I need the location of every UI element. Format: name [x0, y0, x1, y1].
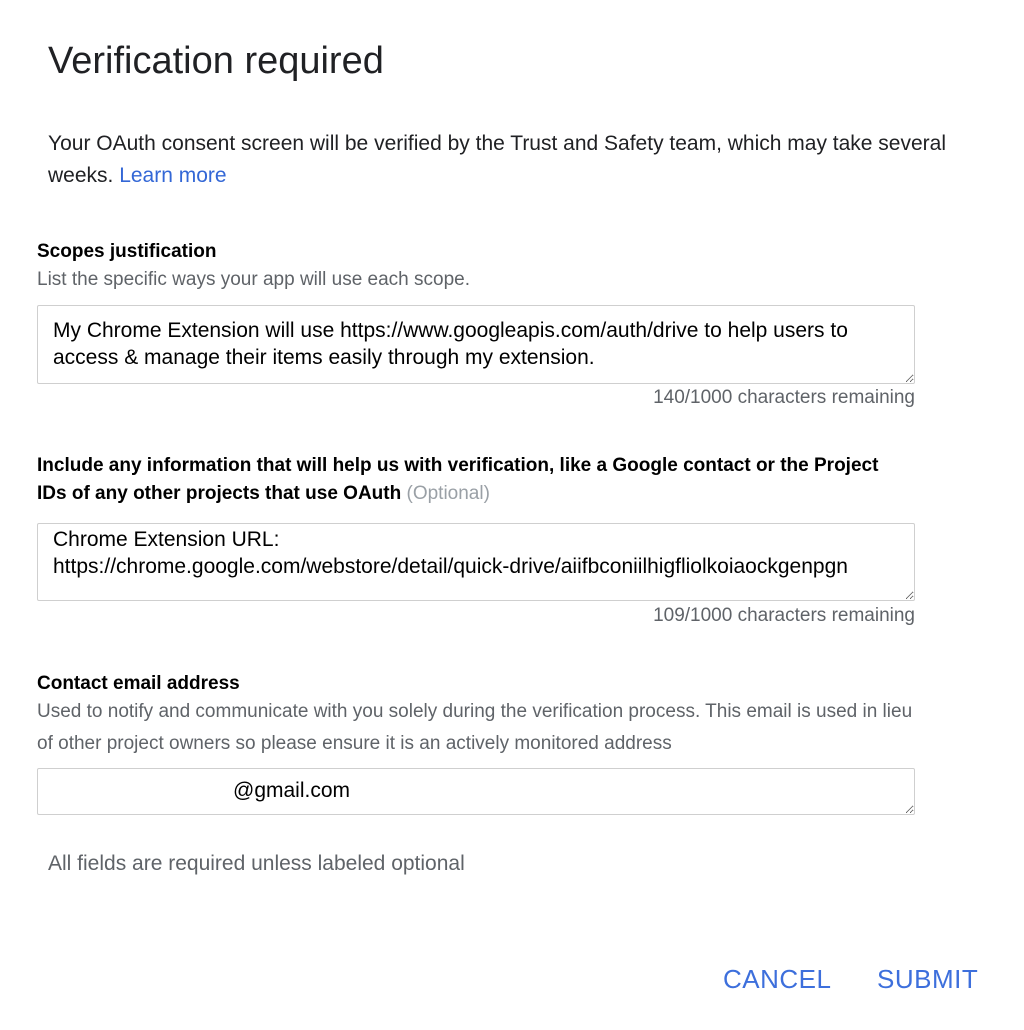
scopes-help: List the specific ways your app will use each scope.	[37, 269, 470, 290]
intro-body: Your OAuth consent screen will be verified by the Trust and Safety team, which may take several weeks.	[48, 132, 947, 187]
optional-tag: (Optional)	[406, 483, 490, 504]
dialog-title: Verification required	[48, 40, 384, 82]
info-label-text: Include any information that will help us with verification, like a Google contact or the Project IDs of any other projects that use OAuth	[37, 455, 879, 504]
intro-text	[48, 128, 948, 192]
scopes-label: Scopes justification	[37, 241, 217, 262]
contact-label: Contact email address	[37, 673, 240, 694]
info-label	[37, 452, 907, 508]
required-note: All fields are required unless labeled optional	[48, 852, 465, 875]
contact-help: Used to notify and communicate with you solely during the verification process. This email is used in lieu of other project owners so please ensure it is an actively monitored address	[37, 701, 913, 754]
contact-email-input[interactable]	[37, 768, 915, 815]
email-value: @gmail.com	[233, 779, 351, 802]
scopes-counter: 140/1000 characters remaining	[653, 387, 915, 408]
info-counter: 109/1000 characters remaining	[653, 605, 915, 626]
scopes-justification-textarea[interactable]	[37, 305, 915, 384]
submit-button[interactable]: SUBMIT	[877, 964, 979, 994]
learn-more-link[interactable]: Learn more	[119, 164, 227, 187]
verification-info-textarea[interactable]	[37, 523, 915, 601]
cancel-button[interactable]: CANCEL	[723, 964, 832, 994]
